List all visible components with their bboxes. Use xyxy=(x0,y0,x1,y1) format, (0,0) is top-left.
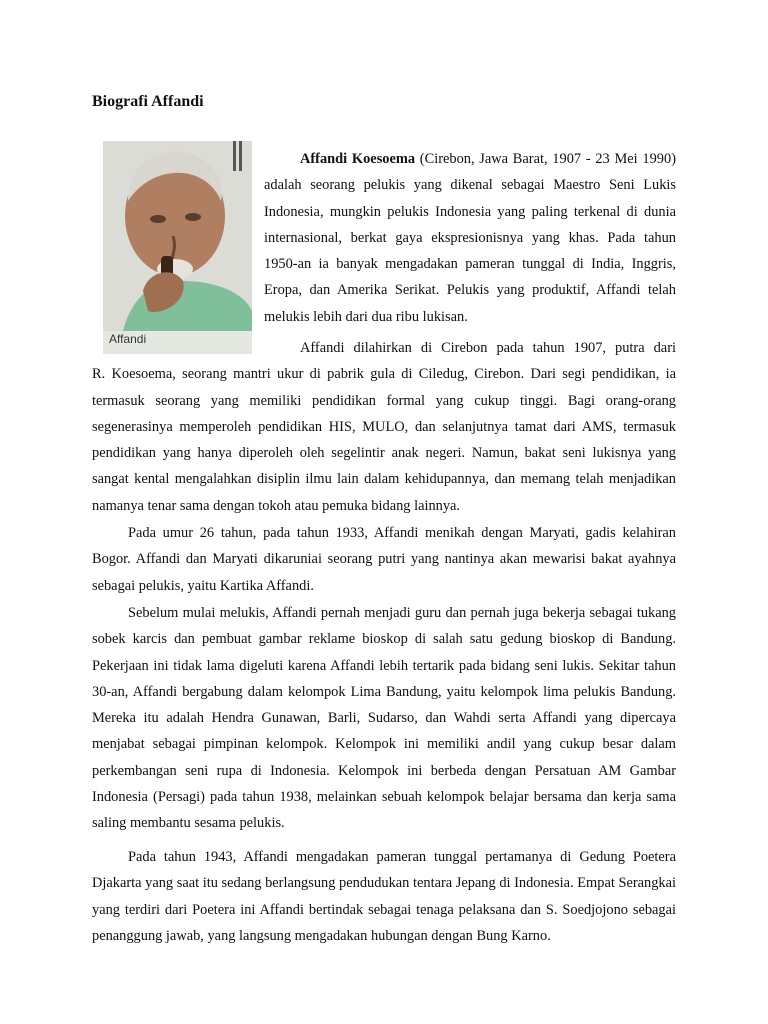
paragraph-3: Pada umur 26 tahun, pada tahun 1933, Affandi menikah dengan Maryati, gadis kelahiran Bogor. Affandi dan Maryati dikaruniai seorang putri yang nantinya akan mewarisi bakat ayahnya sebagai pelukis, yaitu Kartika Affandi. xyxy=(92,525,676,594)
paragraph-2-lead: Affandi dilahirkan di Cirebon pada tahun 1907, putra dari xyxy=(300,340,676,356)
paragraph-1-text: (Cirebon, Jawa Barat, 1907 - 23 Mei 1990) adalah seorang pelukis yang dikenal sebagai Maestro Seni Lukis Indonesia, mungkin pelukis Indonesia yang paling terkenal di dunia internasional, berkat gaya ekspresionisnya yang khas. Pada tahun 1950-an ia banyak mengadakan pameran tunggal di India, Inggris, Eropa, dan Amerika Serikat. Pelukis yang produktif, Affandi telah melukis lebih dari dua ribu lukisan. xyxy=(264,151,676,325)
portrait-photo-icon xyxy=(103,141,252,354)
photo-caption: Affandi xyxy=(109,332,147,346)
paragraph-5: Pada tahun 1943, Affandi mengadakan pameran tunggal pertamanya di Gedung Poetera Djakarta yang saat itu sedang berlangsung pendudukan tentara Jepang di Indonesia. Empat Serangkai yang terdiri dari Poetera ini Affandi bertindak sebagai tenaga pelaksana dan S. Soedjojono sebagai penanggung jawab, yang langsung mengadakan hubungan dengan Bung Karno. xyxy=(92,849,676,944)
portrait-photo xyxy=(103,141,252,354)
document-title: Biografi Affandi xyxy=(92,93,204,110)
paragraph-1 xyxy=(264,146,676,330)
subject-name: Affandi Koesoema xyxy=(300,151,416,167)
paragraph-4: Sebelum mulai melukis, Affandi pernah menjadi guru dan pernah juga bekerja sebagai tukang sobek karcis dan pembuat gambar reklame bioskop di salah satu gedung bioskop di Bandung. Pekerjaan ini tidak lama digeluti karena Affandi lebih tertarik pada bidang seni lukis. Sekitar tahun 30-an, Affandi bergabung dalam kelompok Lima Bandung, yaitu kelompok lima pelukis Bandung. Mereka itu adalah Hendra Gunawan, Barli, Sudarso, dan Wahdi serta Affandi yang dipercaya menjabat sebagai pimpinan kelompok. Kelompok ini memiliki andil yang cukup besar dalam perkembangan seni rupa di Indonesia. Kelompok ini berbeda dengan Persatuan AM Gambar Indonesia (Persagi) pada tahun 1938, melainkan sebuah kelompok belajar bersama dan kerja sama saling membantu sesama pelukis. xyxy=(92,605,676,832)
paragraph-2-text: R. Koesoema, seorang mantri ukur di pabrik gula di Ciledug, Cirebon. Dari segi pendidikan, ia termasuk seorang yang memiliki pendidikan formal yang cukup tinggi. Bagi orang-orang segenerasinya memperoleh pendidikan HIS, MULO, dan selanjutnya tamat dari AMS, termasuk pendidikan yang hanya diperoleh oleh segelintir anak negeri. Namun, bakat seni lukisnya yang sangat kental mengalahkan disiplin ilmu lain dalam kehidupannya, dan memang telah menjadikan namanya tenar sama dengan tokoh atau pemuka bidang lainnya. xyxy=(92,366,676,514)
paragraph-2 xyxy=(92,335,676,519)
